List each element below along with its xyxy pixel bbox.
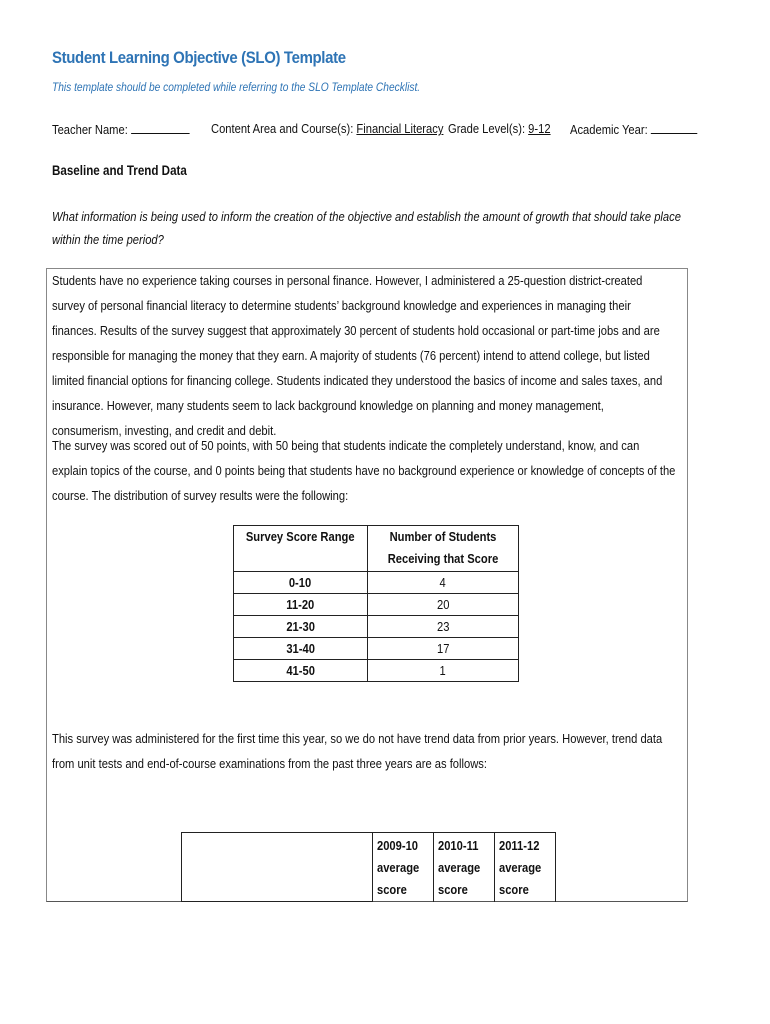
teacher-name-label: Teacher Name: bbox=[52, 122, 128, 137]
academic-year-blank[interactable] bbox=[651, 121, 697, 134]
table-row bbox=[234, 660, 519, 682]
student-count-cell: 1 bbox=[368, 660, 519, 682]
table-row bbox=[234, 594, 519, 616]
teacher-name-blank[interactable] bbox=[131, 121, 189, 134]
student-count-cell: 17 bbox=[368, 638, 519, 660]
grade-level-value[interactable]: 9-12 bbox=[528, 121, 551, 136]
table-header-cell bbox=[182, 833, 373, 902]
grade-level-field bbox=[448, 121, 551, 136]
grade-level-label: Grade Level(s): bbox=[448, 121, 526, 136]
academic-year-label: Academic Year: bbox=[570, 122, 648, 137]
table-row bbox=[234, 638, 519, 660]
table-header-cell: 2011-12 average score bbox=[495, 833, 556, 902]
content-area-value[interactable]: Financial Literacy bbox=[356, 121, 444, 136]
section-question: What information is being used to inform the creation of the objective and establish the amount of growth that should take place within the time period? bbox=[52, 209, 681, 247]
student-count-cell: 4 bbox=[368, 572, 519, 594]
score-range-cell: 11-20 bbox=[234, 594, 368, 616]
table-header-cell: 2010-11 average score bbox=[434, 833, 495, 902]
table-header-cell: Survey Score Range bbox=[234, 526, 368, 572]
score-range-cell: 31-40 bbox=[234, 638, 368, 660]
page-title: Student Learning Objective (SLO) Template bbox=[52, 48, 346, 67]
table-header-cell: 2009-10 average score bbox=[373, 833, 434, 902]
trend-data-table bbox=[181, 832, 556, 902]
response-paragraph: The survey was scored out of 50 points, with 50 being that students indicate the completely understand, know, and can explain topics of the course, and 0 points being that students have no background experience or knowledge of concepts of the course. The distribution of survey results were the following: bbox=[52, 438, 676, 503]
student-count-cell: 23 bbox=[368, 616, 519, 638]
content-area-label: Content Area and Course(s): bbox=[211, 121, 354, 136]
survey-results-table bbox=[233, 525, 519, 682]
table-header-cell: Number of Students Receiving that Score bbox=[368, 526, 519, 572]
academic-year-field bbox=[570, 121, 697, 137]
response-paragraph: Students have no experience taking courses in personal finance. However, I administered a 25-question district-created survey of personal financial literacy to determine students’ background knowledge and experiences in managing their finances. Results of the survey suggest that approximately 30 percent of students hold occasional or part-time jobs and are responsible for managing the money that they earn. A majority of students (76 percent) intend to attend college, but listed limited financial options for financing college. Students indicated they understood the basics of income and sales taxes, and insurance. However, many students seem to lack background knowledge on planning and money management, consumerism, investing, and credit and debit. bbox=[52, 273, 663, 438]
score-range-cell: 41-50 bbox=[234, 660, 368, 682]
score-range-cell: 21-30 bbox=[234, 616, 368, 638]
table-row bbox=[234, 616, 519, 638]
table-row bbox=[234, 572, 519, 594]
section-heading: Baseline and Trend Data bbox=[52, 163, 187, 178]
response-paragraph: This survey was administered for the first time this year, so we do not have trend data from prior years. However, trend data from unit tests and end-of-course examinations from the past three years are as follows: bbox=[52, 731, 663, 771]
template-instruction: This template should be completed while referring to the SLO Template Checklist. bbox=[52, 80, 421, 94]
content-area-field bbox=[211, 121, 443, 136]
student-count-cell: 20 bbox=[368, 594, 519, 616]
teacher-name-field bbox=[52, 121, 189, 137]
score-range-cell: 0-10 bbox=[234, 572, 368, 594]
